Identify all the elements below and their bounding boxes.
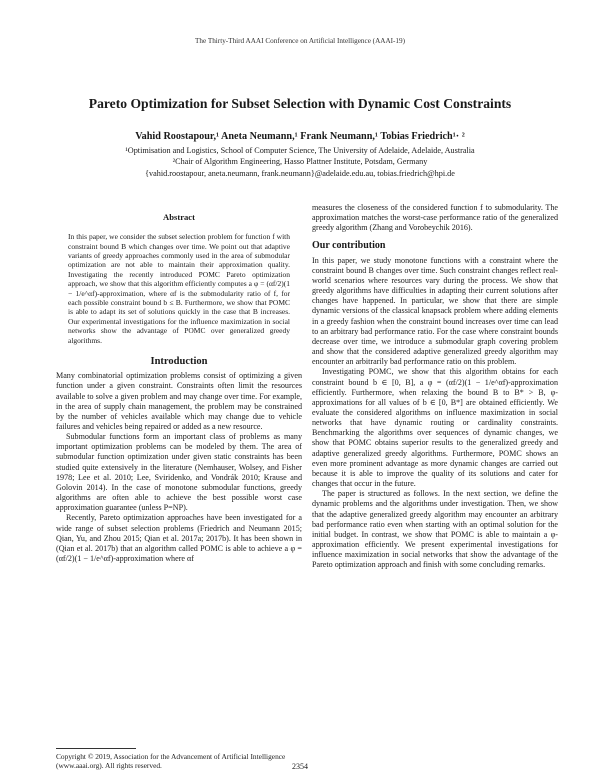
right-lead-paragraph: measures the closeness of the considered function f to submodularity. The approximation matches the worst-case performance ratio of the generalized greedy algorithm (Zhang and Vorobeychik 2016). [312,203,558,233]
right-column [312,203,558,570]
contribution-paragraph-3: The paper is structured as follows. In the next section, we define the dynamic problems and the algorithms under investigation. Then, we show that the adaptive generalized greedy algorithm may encounter an arbitrary bad performance ratio even when starting with an optimal solution for the initial budget. In contrast, we show that POMC is able to maintain a φ-approximation efficiently. We present experimental investigations for influence maximization in social networks that show the advantage of the Pareto optimization approach and finish with some concluding remarks. [312,489,558,570]
left-column [56,212,302,564]
contribution-paragraph-2: Investigating POMC, we show that this algorithm obtains for each constraint bound b ∈ [0, B], a φ = (αf/2)(1 − 1/e^αf)-approximation efficiently. Furthermore, when relaxing the bound B to B* > B, φ-approximations for all values of b ∈ [0, B*] are obtained efficiently. We evaluate the considered algorithms on influence maximization in social networks that have dynamic routing or cardinality constraints. Benchmarking the algorithms over sequences of dynamic changes, we show that POMC obtains superior results to the generalized greedy and adaptive generalized greedy algorithms. Furthermore, POMC shows an even more prominent advantage as more dynamic changes are carried out because it is able to improve the quality of its solutions and cater for changes that occur in the future. [312,367,558,489]
author-list: Vahid Roostapour,¹ Aneta Neumann,¹ Frank Neumann,¹ Tobias Friedrich¹· ² [135,131,465,142]
conference-header: The Thirty-Third AAAI Conference on Artificial Intelligence (AAAI-19) [194,37,406,45]
intro-paragraph-1: Many combinatorial optimization problems consist of optimizing a given function under a given constraint. Constraints often limit the resources available to solve a given problem and may change over time. For example, in the area of supply chain management, the problem may be constrained by the number of vehicles available which may change due to vehicle failures and vehicles being repaired or added as a new resource. [56,371,302,431]
affiliation-1: ¹Optimisation and Logistics, School of Computer Science, The University of Adelaide, Adelaide, Australia [125,146,475,155]
paper-title: Pareto Optimization for Subset Selection with Dynamic Cost Constraints [88,96,512,111]
affiliations [30,145,570,179]
page-number: 2354 [292,762,308,771]
affiliation-2: ²Chair of Algorithm Engineering, Hasso Plattner Institute, Potsdam, Germany [172,157,428,167]
introduction-heading: Introduction [150,356,208,368]
contribution-paragraph-1: In this paper, we study monotone functions with a constraint where the constraint bound B changes over time. Such constraint changes reflect real-world scenarios where resources vary during the process. We show that greedy algorithms have difficulties in adapting their current solutions after changes have happened. In particular, we show that there are simple dynamic versions of the classical knapsack problem where adding elements in a greedy fashion when the constraint bound increases over time can lead to an arbitrary bad performance ratio. For the case where constraint bounds decrease over time, we introduce a submodular graph covering problem and show that the considered adaptive generalized greedy algorithm may encounter an arbitrarily bad performance ratio on this problem. [312,255,558,367]
copyright-notice: Copyright © 2019, Association for the Advancement of Artificial Intelligence (www.aaai.org). All rights reserved. [56,752,286,770]
abstract-text: In this paper, we consider the subset selection problem for function f with constraint bound B which changes over time. We point out that adaptive variants of greedy approaches commonly used in the area of submodular optimization are not able to maintain their approximation quality. Investigating the recently introduced POMC Pareto optimization approach, we show that this algorithm efficiently computes a φ = (αf/2)(1 − 1/e^αf)-approximation, where αf is the submodularity ratio of f, for each possible constraint bound b ≤ B. Furthermore, we show that POMC is able to adapt its set of solutions quickly in the case that B increases. Our experimental investigations for the influence maximization in social networks show the advantage of POMC over generalized greedy algorithms. [68,232,290,345]
contribution-heading: Our contribution [312,240,386,252]
footnote-rule [56,748,136,749]
intro-paragraph-2: Submodular functions form an important class of problems as many important optimization problems can be modeled by them. The area of submodular function optimization under given static constraints has been studied quite extensively in the literature (Nemhauser, Wolsey, and Fisher 1978; Lee et al. 2010; Lee, Sviridenko, and Vondrák 2010; Krause and Golovin 2014). In the case of monotone submodular functions, greedy algorithms are often able to achieve the best possible worst case approximation guarantee (unless P=NP). [56,432,302,513]
intro-paragraph-3: Recently, Pareto optimization approaches have been investigated for a wide range of subset selection problems (Friedrich and Neumann 2015; Qian, Yu, and Zhou 2015; Qian et al. 2017a; 2017b). It has been shown in (Qian et al. 2017b) that an algorithm called POMC is able to achieve a φ = (αf/2)(1 − 1/e^αf)-approximation where αf [56,513,302,563]
abstract-heading: Abstract [163,212,195,222]
author-emails: {vahid.roostapour, aneta.neumann, frank.neumann}@adelaide.edu.au, tobias.friedrich@hpi.de [145,168,455,178]
